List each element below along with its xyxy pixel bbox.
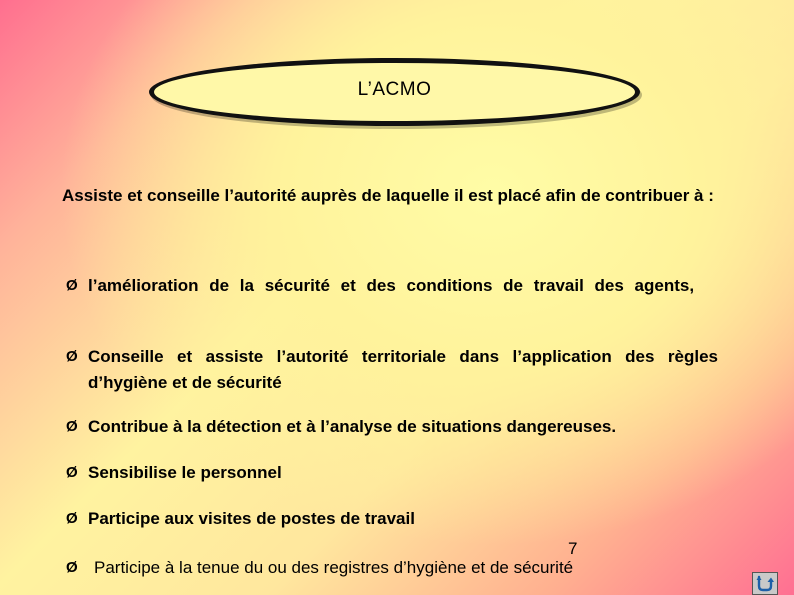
bullet-text: l’amélioration de la sécurité et des conditions de travail des agents, [88, 276, 695, 295]
page-number: 7 [568, 539, 578, 558]
slide-title: L’ACMO [357, 79, 432, 100]
bullet-text: Contribue à la détection et à l’analyse de situations dangereuses. [88, 417, 617, 436]
bullet-text: Sensibilise le personnel [88, 463, 282, 482]
arrow-bullet-icon: Ø [66, 464, 78, 481]
return-button[interactable] [752, 572, 778, 595]
bullet-item [66, 344, 718, 396]
arrow-bullet-icon: Ø [66, 418, 78, 435]
intro-text: Assiste et conseille l’autorité auprès de laquelle il est placé afin de contribuer à : [62, 186, 714, 205]
arrow-bullet-icon: Ø [66, 559, 78, 576]
bullet-text: Participe à la tenue du ou des registres d’hygiène et de sécurité [94, 558, 574, 577]
bullet-item [66, 273, 718, 299]
arrow-bullet-icon: Ø [66, 277, 78, 294]
arrow-bullet-icon: Ø [66, 348, 78, 365]
arrow-bullet-icon: Ø [66, 510, 78, 527]
title-oval [149, 58, 640, 126]
bullet-item [66, 460, 718, 486]
return-arrow-icon [755, 575, 775, 593]
bullet-item [66, 506, 718, 532]
bullet-item [66, 414, 718, 440]
bullet-text: Participe aux visites de postes de travail [88, 509, 415, 528]
bullet-text: Conseille et assiste l’autorité territoriale dans l’application des règles d’hygiène et de sécurité [88, 347, 718, 392]
bullet-item [66, 555, 718, 581]
